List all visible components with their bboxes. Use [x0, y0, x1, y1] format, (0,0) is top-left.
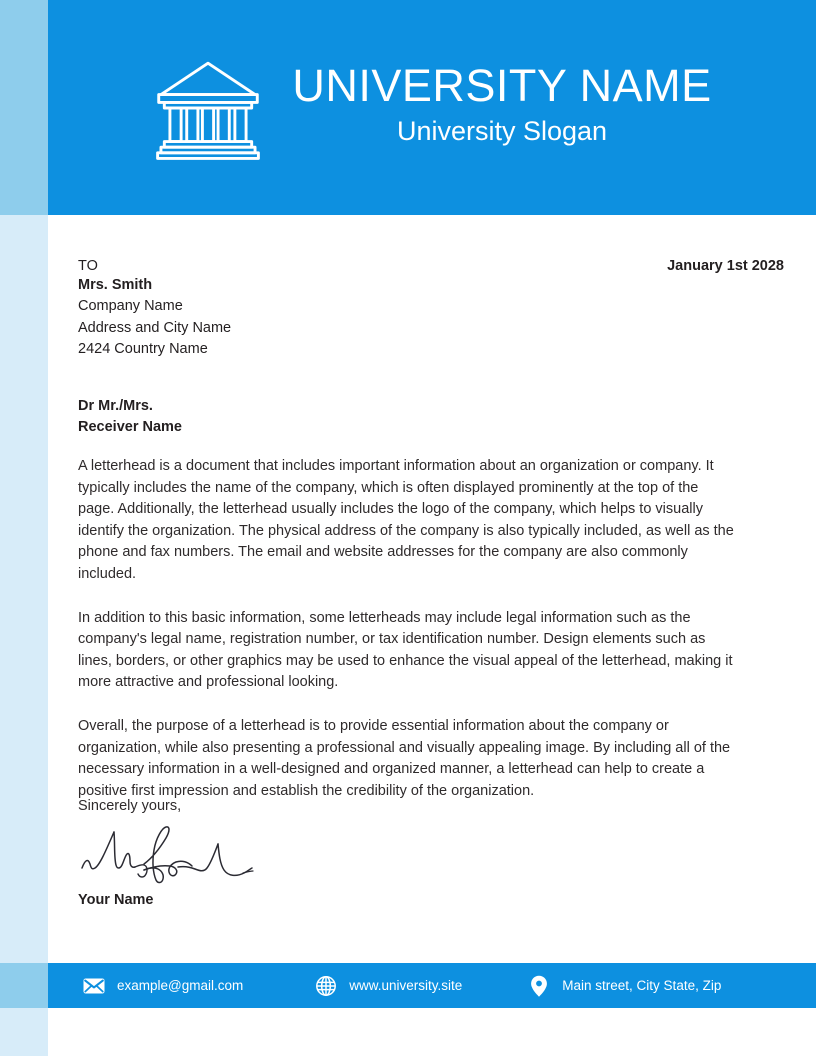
letter-paragraphs [78, 456, 738, 802]
recipient-name: Mrs. Smith [78, 277, 153, 293]
letter-body [48, 215, 816, 963]
letter-meta-row [78, 255, 784, 277]
left-strip-top-accent [0, 0, 48, 215]
recipient-company: Company Name [78, 298, 183, 315]
salutation-title: Dr Mr./Mrs. [78, 398, 153, 414]
brand-block [292, 59, 712, 153]
footer-website-item[interactable] [314, 963, 462, 1008]
left-strip-bottom-accent [0, 963, 48, 1008]
recipient-address: Address and City Name [78, 319, 232, 336]
to-label: TO [78, 258, 98, 274]
footer-address-item[interactable] [527, 963, 721, 1008]
letter-date: January 1st 2028 [667, 258, 784, 274]
closing-salutation: Sincerely yours, [78, 798, 182, 814]
salutation-name: Receiver Name [78, 419, 182, 436]
envelope-icon [82, 974, 106, 998]
university-slogan: University Slogan [396, 116, 608, 147]
globe-icon [314, 974, 338, 998]
paragraph-1: A letterhead is a document that includes important information about an organization or company. It typically includes the name of the company, which is often displayed prominently at the top of the page. Additionally, the letterhead usually includes the logo of the company, which helps to visually identify the organization. The physical address of the company is also typically included, as well as the phone and fax numbers. The email and website addresses for the company are also commonly included. [78, 458, 734, 582]
university-name: UNIVERSITY NAME [292, 59, 712, 111]
letterhead-footer [48, 963, 816, 1008]
footer-email-text: example@gmail.com [117, 978, 244, 993]
footer-email-item[interactable] [82, 963, 243, 1008]
footer-website-text: www.university.site [349, 978, 463, 993]
recipient-block [78, 275, 578, 361]
location-pin-icon [527, 974, 551, 998]
university-building-icon [152, 52, 264, 164]
paragraph-2: In addition to this basic information, some letterheads may include legal information such as the company's legal name, registration number, or tax identification number. Design elements such as lines, borders, or other graphics may be used to enhance the visual appeal of the letterhead, making it more attractive and professional looking. [78, 609, 733, 691]
footer-address-text: Main street, City State, Zip [562, 978, 722, 993]
left-accent-strip [0, 0, 48, 1056]
paragraph-3: Overall, the purpose of a letterhead is to provide essential information about the company or organization, while also presenting a professional and visually appealing image. By including all of the necessary information in a well-designed and organized manner, a letterhead can help to create a positive first impression and establish the credibility of the organization. [78, 717, 731, 799]
closing-block [78, 798, 478, 908]
letterhead-header [48, 0, 816, 215]
salutation-block [78, 396, 578, 438]
recipient-country: 2424 Country Name [78, 341, 208, 358]
signer-name: Your Name [78, 892, 154, 908]
handwritten-signature [78, 818, 258, 886]
